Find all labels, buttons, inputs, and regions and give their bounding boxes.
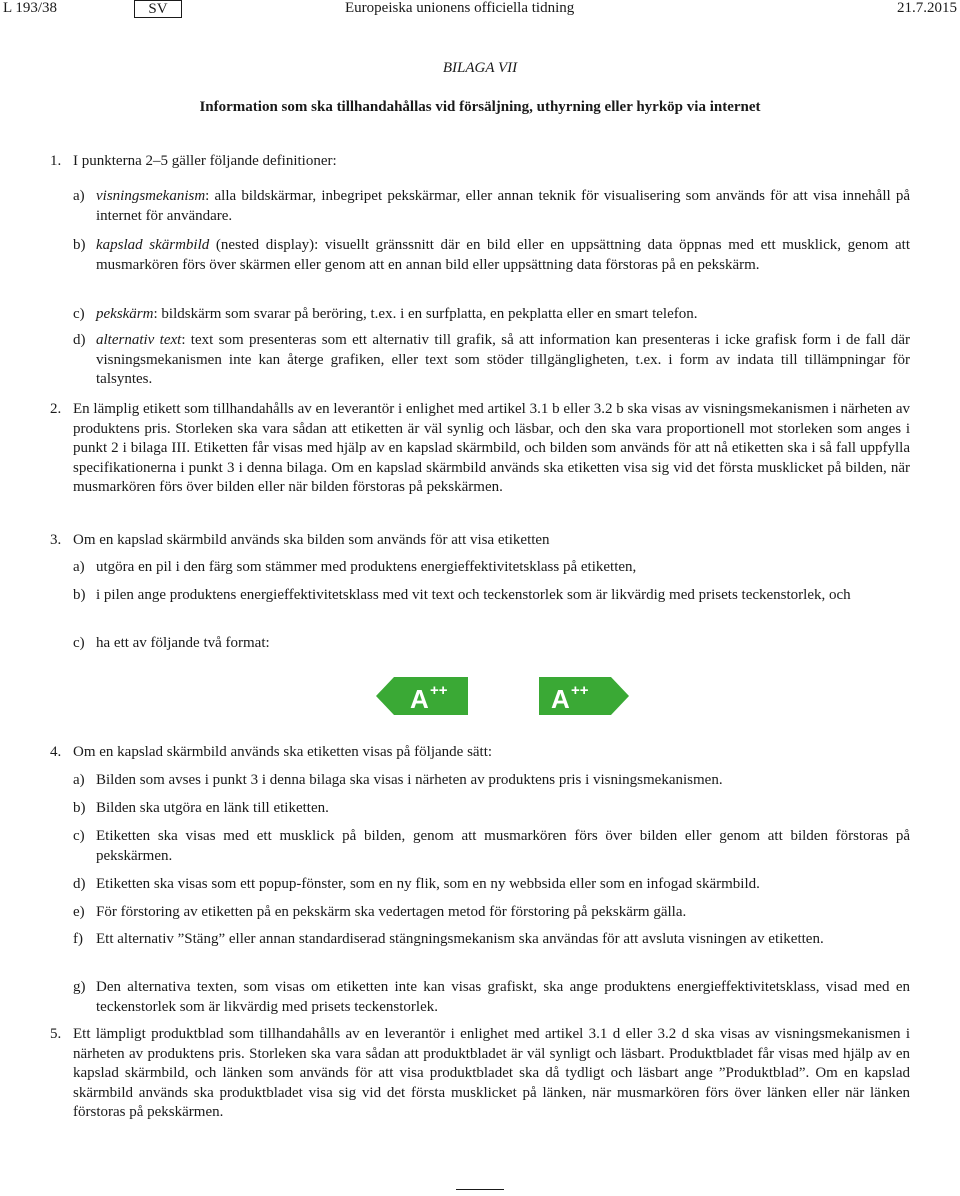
section-number: 5.: [50, 1026, 62, 1042]
energy-class-superscript: ++: [430, 682, 448, 699]
definition-c: [73, 305, 910, 325]
defined-term: pekskärm: [96, 306, 154, 322]
section-number: 2.: [50, 401, 62, 417]
requirement-b: [73, 586, 910, 606]
display-rule-f: [73, 930, 910, 950]
section-text: Om en kapslad skärmbild används ska etiketten visas på följande sätt:: [73, 744, 493, 760]
language-code-box: SV: [134, 0, 182, 18]
item-text: Bilden som avses i punkt 3 i denna bilaga ska visas i närheten av produktens pris i visningsmekanismen.: [96, 772, 723, 788]
section-number: 4.: [50, 744, 62, 760]
item-label: f): [73, 931, 83, 947]
item-label: a): [73, 559, 85, 575]
definition-a: [73, 187, 910, 226]
section-text: I punkterna 2–5 gäller följande definitioner:: [73, 153, 337, 169]
energy-arrow-left-pointing: [376, 677, 468, 715]
defined-term: kapslad skärmbild: [96, 237, 210, 253]
item-label: b): [73, 800, 86, 816]
display-rule-e: [73, 903, 910, 923]
item-label: g): [73, 979, 86, 995]
item-label: c): [73, 635, 85, 651]
requirement-a: [73, 558, 910, 578]
section-text: En lämplig etikett som tillhandahålls av en leverantör i enlighet med artikel 3.1 b eller 3.2 b ska visas av visningsmekanismen i närheten av produktens pris. Storleken ska vara sådan att etiketten är väl synlig och läsbar, och den ska vara proportionell mot storleken som anges i punkt 2 i bilaga III. Etiketten får visas med hjälp av en kapslad skärmbild, och bilden som används för att nå etiketten ska i så fall uppfylla specifikationerna i punkt 3 i denna bilaga. Om en kapslad skärmbild används ska etiketten visa sig vid det första musklicket på bilden, när musmarkören förs över bilden eller när bilden förstoras på pekskärmen.: [73, 401, 910, 496]
definition-text: (nested display): visuellt gränssnitt där en bild eller en uppsättning data öppnas med ett musklick, genom att musmarkören förs över skärmen eller genom att en annan bild eller uppsättning data förstoras på en pekskärm.: [96, 237, 910, 273]
energy-label-formats: [0, 677, 960, 717]
item-label: a): [73, 772, 85, 788]
item-label: c): [73, 828, 85, 844]
energy-class-superscript: ++: [571, 682, 589, 699]
section-5: [50, 1025, 910, 1123]
energy-class-text: A: [551, 684, 570, 714]
section-number: 1.: [50, 153, 62, 169]
item-label: c): [73, 306, 85, 322]
definition-text: : bildskärm som svarar på beröring, t.ex. i en surfplatta, en pekplatta eller en smart telefon.: [153, 306, 698, 322]
section-number: 3.: [50, 532, 62, 548]
annex-title: BILAGA VII: [442, 60, 518, 76]
section-4: [50, 743, 910, 763]
page-reference: L 193/38: [3, 0, 58, 16]
display-rule-a: [73, 771, 910, 791]
defined-term: visningsmekanism: [96, 188, 206, 204]
display-rule-d: [73, 875, 910, 895]
section-text: Ett lämpligt produktblad som tillhandahålls av en leverantör i enlighet med artikel 3.1 d eller 3.2 d ska visas av visningsmekanismen i närheten av produktens pris. Storleken ska vara sådan att produktbladet är väl synligt och läsbart. Produktbladet får visas med hjälp av en kapslad skärmbild, och länken som används för att visa produktbladet ska då tydligt och läsbart ange ”Produktblad”. Om en kapslad skärmbild används ska produktbladet visa sig vid det första musklicket på länken, när musmarkören förs över länken eller när länken förstoras på pekskärmen.: [73, 1026, 910, 1121]
item-text: Ett alternativ ”Stäng” eller annan standardiserad stängningsmekanism ska användas för att avsluta visningen av etiketten.: [96, 931, 824, 947]
footer-rule: [456, 1189, 504, 1190]
item-text: Den alternativa texten, som visas om etiketten inte kan visas grafiskt, ska ange produktens energieffektivitetsklass, visad med en teckenstorlek som är likvärdig med prisets teckenstorlek.: [96, 979, 910, 1015]
item-text: Etiketten ska visas som ett popup-fönster, som en ny flik, som en ny webbsida eller som en infogad skärmbild.: [96, 876, 760, 892]
item-text: Bilden ska utgöra en länk till etiketten.: [96, 800, 329, 816]
publication-date: 21.7.2015: [897, 0, 957, 16]
section-text: Om en kapslad skärmbild används ska bilden som används för att visa etiketten: [73, 532, 550, 548]
item-text: ha ett av följande två format:: [96, 635, 270, 651]
item-label: e): [73, 904, 85, 920]
display-rule-b: [73, 799, 910, 819]
definition-text: : text som presenteras som ett alternativ till grafik, så att information kan presenteras i icke grafisk form i de fall där visningsmekanismen inte kan återge grafiken, eller text som stöder tillgängligheten, t.ex. i form av indata till tillämpningar för talsyntes.: [96, 332, 910, 388]
item-label: d): [73, 332, 86, 348]
item-text: Etiketten ska visas med ett musklick på bilden, genom att musmarkören förs över bilden eller genom att bilden förstoras på pekskärmen.: [96, 828, 910, 864]
definition-d: [73, 331, 910, 390]
defined-term: alternativ text: [96, 332, 182, 348]
document-title: Information som ska tillhandahållas vid försäljning, uthyrning eller hyrköp via internet: [199, 99, 761, 115]
display-rule-g: [73, 978, 910, 1017]
journal-title: Europeiska unionens officiella tidning: [345, 0, 575, 16]
item-label: b): [73, 587, 86, 603]
requirement-c: [73, 634, 910, 654]
definition-text: : alla bildskärmar, inbegripet pekskärmar, eller annan teknik för visualisering som används för att visa innehåll på internet för användare.: [96, 188, 910, 224]
item-label: d): [73, 876, 86, 892]
item-label: a): [73, 188, 85, 204]
definition-b: [73, 236, 910, 275]
display-rule-c: [73, 827, 910, 866]
item-text: i pilen ange produktens energieffektivitetsklass med vit text och teckenstorlek som är likvärdig med prisets teckenstorlek, och: [96, 587, 851, 603]
page-header: [0, 0, 960, 20]
energy-arrow-right-pointing: [539, 677, 629, 715]
section-2: [50, 400, 910, 498]
section-1: [50, 152, 910, 172]
item-text: utgöra en pil i den färg som stämmer med produktens energieffektivitetsklass på etiketten,: [96, 559, 637, 575]
item-text: För förstoring av etiketten på en pekskärm ska vedertagen metod för förstoring på pekskärm gälla.: [96, 904, 687, 920]
section-3: [50, 531, 910, 551]
item-label: b): [73, 237, 86, 253]
energy-class-text: A: [410, 684, 429, 714]
